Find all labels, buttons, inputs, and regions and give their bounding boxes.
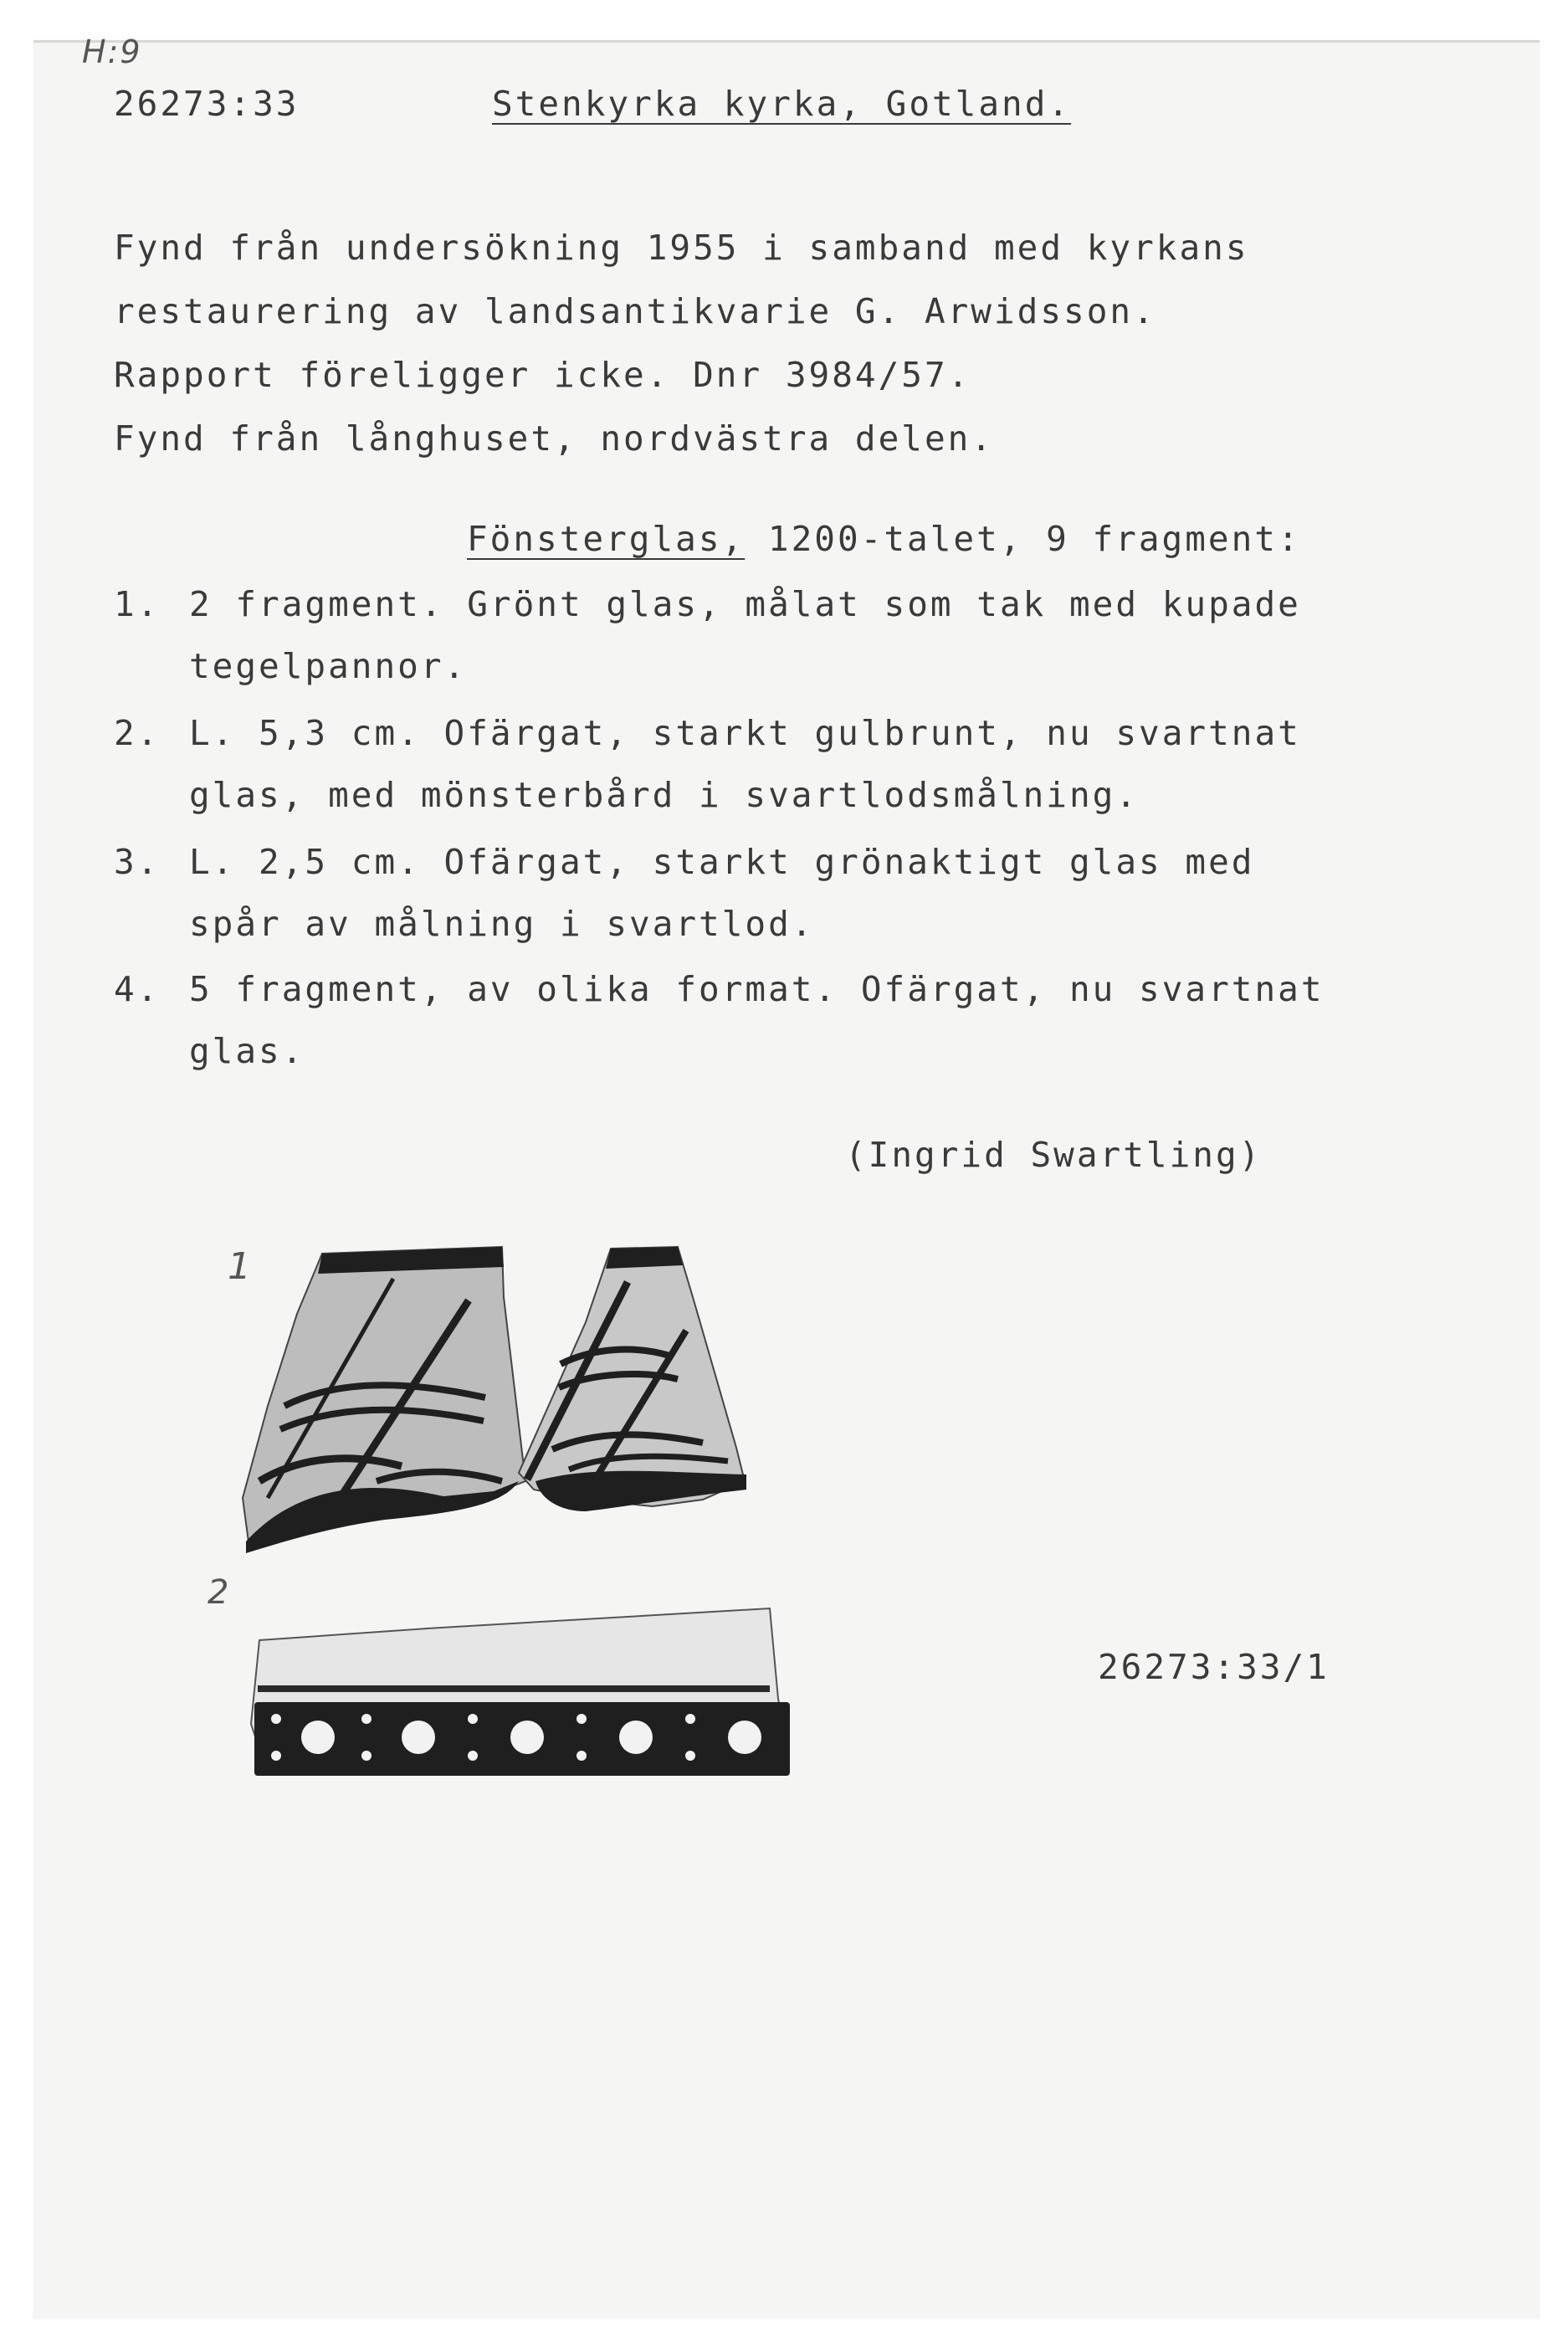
handwritten-code: H:9: [82, 33, 142, 70]
item-line: glas, med mönsterbård i svartlodsmålning.: [189, 775, 1140, 815]
fragment-right: [519, 1247, 746, 1511]
border-band-glass-sketch: [243, 1598, 795, 1791]
item-line: 5 fragment, av olika format. Ofärgat, nu svartnat: [189, 969, 1325, 1009]
item-number: 3.: [114, 842, 161, 882]
catalog-number: 26273:33: [114, 84, 300, 124]
intro-line-3: Rapport föreligger icke. Dnr 3984/57.: [114, 355, 971, 395]
fragment-left: [243, 1247, 525, 1553]
item-number: 2.: [114, 713, 161, 753]
intro-line-2: restaurering av landsantikvarie G. Arwidsson.: [114, 291, 1156, 331]
sketch-1-label: 1: [228, 1245, 251, 1288]
item-number: 4.: [114, 969, 161, 1009]
border-dark-stripe: [258, 1685, 770, 1692]
sketch-2-label: 2: [208, 1573, 229, 1612]
roof-tile-glass-sketch: [234, 1230, 770, 1565]
author-signature: (Ingrid Swartling): [845, 1135, 1263, 1175]
card-title: Stenkyrka kyrka, Gotland.: [492, 84, 1072, 124]
item-line: L. 2,5 cm. Ofärgat, starkt grönaktigt glas med: [189, 842, 1255, 882]
item-line: 2 fragment. Grönt glas, målat som tak med kupade: [189, 584, 1301, 624]
section-heading-underlined: Fönsterglas,: [467, 519, 746, 559]
intro-line-1: Fynd från undersökning 1955 i samband med kyrkans: [114, 228, 1249, 268]
item-line: L. 5,3 cm. Ofärgat, starkt gulbrunt, nu svartnat: [189, 713, 1301, 753]
section-heading: [467, 519, 1301, 559]
item-number: 1.: [114, 584, 161, 624]
item-line: glas.: [189, 1031, 305, 1071]
item-line: spår av målning i svartlod.: [189, 904, 815, 944]
image-number: 26273:33/1: [1098, 1647, 1330, 1687]
section-heading-rest: 1200-talet, 9 fragment:: [767, 519, 1301, 559]
item-line: tegelpannor.: [189, 646, 468, 686]
intro-line-4: Fynd från långhuset, nordvästra delen.: [114, 418, 994, 459]
